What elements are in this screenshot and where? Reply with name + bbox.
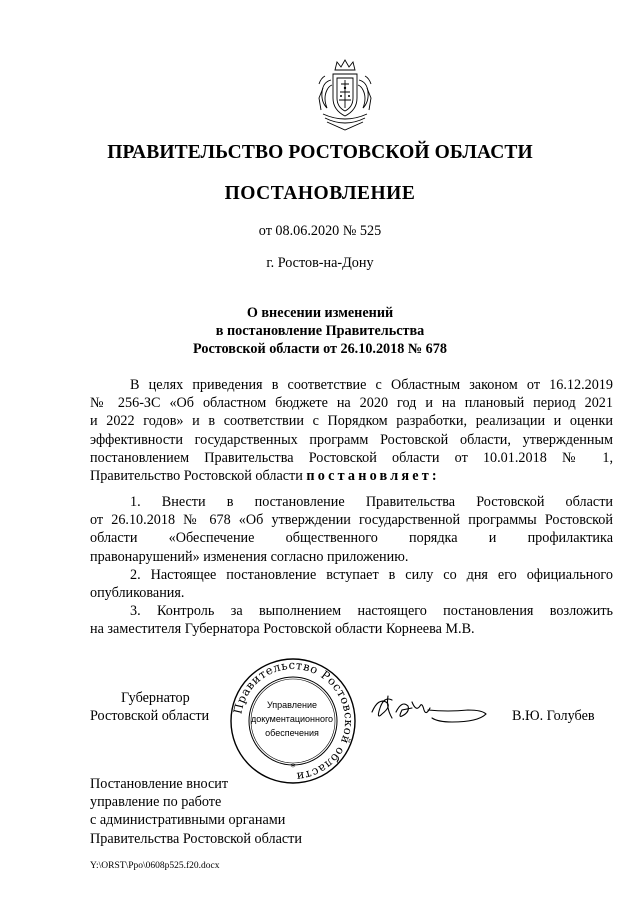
preamble-line: В целях приведения в соответствие с Областным законом от 16.12.2019 xyxy=(130,377,613,393)
item-1-line: правонарушений» изменения согласно приложению. xyxy=(90,548,409,565)
submitter-note-line: с административными органами xyxy=(90,812,286,829)
handwritten-signature xyxy=(368,688,498,728)
item-3-line: на заместителя Губернатора Ростовской области Корнеева М.В. xyxy=(90,621,475,638)
document-city: г. Ростов-на-Дону xyxy=(266,255,374,271)
seal-inner-text: документационного xyxy=(250,714,334,724)
subject-line: в постановление Правительства xyxy=(215,323,425,339)
submitter-note-line: управление по работе xyxy=(90,794,222,811)
item-1-line: области «Обеспечение общественного порядка и профилактика xyxy=(90,530,613,547)
organization-heading: ПРАВИТЕЛЬСТВО РОСТОВСКОЙ ОБЛАСТИ xyxy=(107,142,533,163)
document-type-heading: ПОСТАНОВЛЕНИЕ xyxy=(224,183,416,204)
official-seal xyxy=(228,656,358,786)
item-2-line: опубликования. xyxy=(90,585,185,602)
signatory-title-line: Губернатор xyxy=(121,690,190,706)
seal-ring-text: Правительство Ростовской области xyxy=(230,657,357,785)
item-1-line: 1. Внести в постановление Правительства Ростовской области xyxy=(130,494,613,510)
decree-word: постановляет: xyxy=(306,468,440,485)
item-1-line: от 26.10.2018 № 678 «Об утверждении государственной программы Ростовской xyxy=(90,512,613,529)
decree-items xyxy=(90,493,613,639)
seal-inner-text: обеспечения xyxy=(265,728,319,738)
preamble-line: постановлением Правительства Ростовской области от 10.01.2018 № 1, xyxy=(90,449,613,466)
svg-text:*: * xyxy=(290,762,296,773)
subject-line: О внесении изменений xyxy=(246,305,394,321)
subject-line: Ростовской области от 26.10.2018 № 678 xyxy=(193,341,447,357)
preamble-line: эффективности государственных программ Ростовской области, утвержденным xyxy=(90,431,613,448)
signatory-title-line: Ростовской области xyxy=(90,708,210,724)
item-2-line: 2. Настоящее постановление вступает в силу со дня его официального xyxy=(130,566,613,583)
preamble-paragraph xyxy=(90,376,613,485)
submitter-note-line: Правительства Ростовской области xyxy=(90,830,302,847)
item-3-line: 3. Контроль за выполнением настоящего постановления возложить xyxy=(130,603,613,620)
signatory-title xyxy=(90,689,230,725)
preamble-line: Правительство Ростовской области постановляет: xyxy=(90,468,440,485)
submitter-note xyxy=(90,775,302,848)
preamble-line: и 2022 годов» и в соответствии с Порядком разработки, реализации и оценки xyxy=(90,413,613,430)
seal-inner-text: Управление xyxy=(266,700,318,710)
document-date-number: от 08.06.2020 № 525 xyxy=(258,223,382,239)
document-subject xyxy=(0,304,640,358)
coat-of-arms-emblem xyxy=(313,58,377,132)
signatory-name: В.Ю. Голубев xyxy=(512,708,595,724)
preamble-line: № 256-ЗС «Об областном бюджете на 2020 год и на плановый период 2021 xyxy=(90,395,613,412)
submitter-note-line: Постановление вносит xyxy=(90,776,229,792)
file-path: Y:\ORST\Ppo\0608p525.f20.docx xyxy=(90,861,220,871)
